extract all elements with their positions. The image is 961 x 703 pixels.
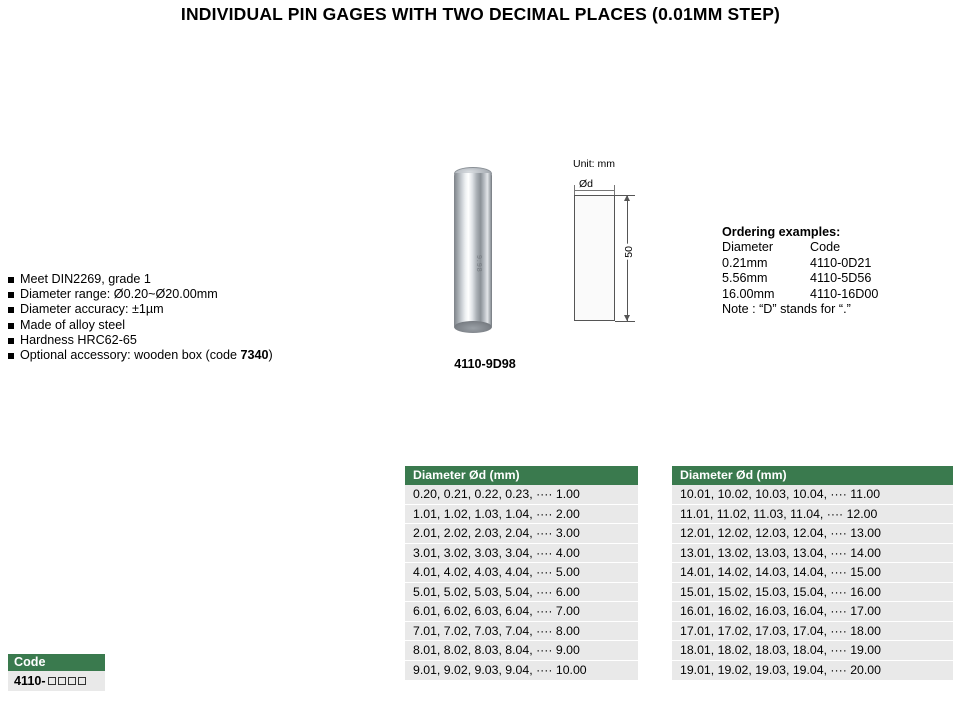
table-row: 8.01, 8.02, 8.03, 8.04, ···· 9.00 (405, 641, 638, 661)
dimension-tick-bottom (615, 321, 635, 322)
bullet-square-icon (8, 323, 14, 329)
bullet-square-icon (8, 338, 14, 344)
table-row: 4.01, 4.02, 4.03, 4.04, ···· 5.00 (405, 563, 638, 583)
table-row: 17.01, 17.02, 17.03, 17.04, ···· 18.00 (672, 622, 953, 642)
feature-text-accessory (20, 348, 273, 363)
ordering-row (722, 287, 878, 302)
list-item-accessory (8, 348, 338, 363)
feature-list (8, 272, 338, 363)
table-row: 6.01, 6.02, 6.03, 6.04, ···· 7.00 (405, 602, 638, 622)
table-header: Diameter Ød (mm) (672, 466, 953, 485)
bullet-square-icon (8, 307, 14, 313)
accessory-suffix: ) (268, 348, 273, 363)
table-row: 13.01, 13.02, 13.03, 13.04, ···· 14.00 (672, 544, 953, 564)
table-row: 2.01, 2.02, 2.03, 2.04, ···· 3.00 (405, 524, 638, 544)
table-row: 15.01, 15.02, 15.03, 15.04, ···· 16.00 (672, 583, 953, 603)
table-row: 1.01, 1.02, 1.03, 1.04, ···· 2.00 (405, 505, 638, 525)
code-box-value (8, 671, 105, 691)
table-row: 19.01, 19.02, 19.03, 19.04, ···· 20.00 (672, 661, 953, 681)
list-item (8, 318, 338, 333)
ordering-note: Note : “D” stands for “.” (722, 302, 851, 317)
ordering-row (722, 256, 878, 271)
diameter-table-left (405, 466, 638, 680)
ordering-header-diameter: Diameter (722, 240, 774, 255)
unit-label: Unit: mm (573, 158, 615, 170)
ordering-title: Ordering examples: (722, 225, 841, 239)
code-placeholder-square-icon (68, 677, 76, 685)
length-dimension-value: 50 (623, 246, 635, 258)
accessory-code: 7340 (240, 348, 269, 363)
pin-bottom-face (454, 321, 492, 333)
pin-image-caption: 4110-9D98 (454, 357, 516, 371)
page-title: INDIVIDUAL PIN GAGES WITH TWO DECIMAL PLACES (0.01MM STEP) (180, 4, 781, 24)
dimension-arrow-top-icon (624, 195, 630, 201)
accessory-prefix: Optional accessory: wooden box (code (20, 348, 241, 363)
ordering-code: 4110-0D21 (810, 255, 872, 270)
bullet-square-icon (8, 353, 14, 359)
ordering-header-row (722, 240, 878, 255)
diameter-dimension-line (574, 190, 615, 191)
list-item (8, 287, 338, 302)
table-row: 18.01, 18.02, 18.03, 18.04, ···· 19.00 (672, 641, 953, 661)
table-row: 7.01, 7.02, 7.03, 7.04, ···· 8.00 (405, 622, 638, 642)
table-row: 14.01, 14.02, 14.03, 14.04, ···· 15.00 (672, 563, 953, 583)
pin-shaft (454, 173, 492, 328)
pin-outline-rectangle (574, 195, 615, 321)
bullet-square-icon (8, 292, 14, 298)
ordering-diameter: 16.00mm (722, 286, 775, 301)
bullet-square-icon (8, 277, 14, 283)
table-row: 5.01, 5.02, 5.03, 5.04, ···· 6.00 (405, 583, 638, 603)
list-item (8, 333, 338, 348)
feature-text: Hardness HRC62-65 (20, 332, 137, 347)
code-placeholder-square-icon (78, 677, 86, 685)
diameter-table-right (672, 466, 953, 680)
code-placeholder-square-icon (48, 677, 56, 685)
code-box-header: Code (8, 654, 105, 671)
ordering-code: 4110-5D56 (810, 271, 872, 286)
table-row: 12.01, 12.02, 12.03, 12.04, ···· 13.00 (672, 524, 953, 544)
feature-text: Diameter range: Ø0.20~Ø20.00mm (20, 287, 218, 302)
code-box (8, 654, 105, 691)
code-prefix: 4110- (14, 674, 46, 688)
ordering-diameter: 0.21mm (722, 255, 768, 270)
code-placeholder-square-icon (58, 677, 66, 685)
pin-engraving-text: 9.98 (475, 255, 482, 273)
table-row: 16.01, 16.02, 16.03, 16.04, ···· 17.00 (672, 602, 953, 622)
ordering-examples (722, 225, 878, 317)
table-row: 11.01, 11.02, 11.03, 11.04, ···· 12.00 (672, 505, 953, 525)
table-row: 3.01, 3.02, 3.03, 3.04, ···· 4.00 (405, 544, 638, 564)
table-row: 0.20, 0.21, 0.22, 0.23, ···· 1.00 (405, 485, 638, 505)
ordering-code: 4110-16D00 (810, 286, 879, 301)
technical-drawing (565, 158, 695, 348)
ordering-row (722, 271, 878, 286)
feature-text: Diameter accuracy: ±1µm (20, 302, 164, 317)
list-item (8, 272, 338, 287)
table-header: Diameter Ød (mm) (405, 466, 638, 485)
ordering-diameter: 5.56mm (722, 271, 768, 286)
diameter-symbol-label: Ød (579, 178, 594, 190)
feature-text: Made of alloy steel (20, 317, 126, 332)
table-row: 10.01, 10.02, 10.03, 10.04, ···· 11.00 (672, 485, 953, 505)
table-row: 9.01, 9.02, 9.03, 9.04, ···· 10.00 (405, 661, 638, 681)
dimension-arrow-bottom-icon (624, 315, 630, 321)
ordering-header-code: Code (810, 240, 841, 255)
feature-text: Meet DIN2269, grade 1 (20, 272, 151, 286)
pin-gage-image (430, 160, 540, 370)
list-item (8, 302, 338, 317)
